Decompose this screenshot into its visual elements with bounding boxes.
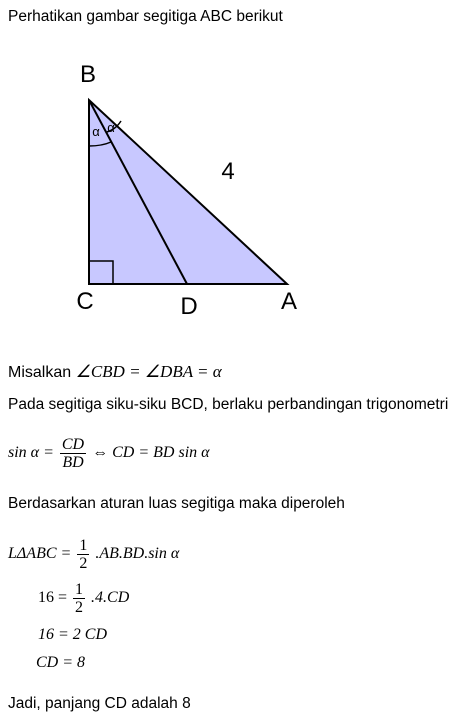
berdasarkan-text: Berdasarkan aturan luas segitiga maka diperoleh: [8, 495, 345, 512]
eq-cd: CD = 8: [36, 654, 86, 671]
misalkan-prefix: Misalkan: [8, 364, 72, 381]
eq-16b: 16 = 2 CD: [38, 626, 108, 643]
eq-sin-rhs: ⇔ CD = BD sin α: [92, 444, 210, 462]
eq-luas-lhs: LΔABC =: [8, 545, 72, 563]
eq-16a-lhs: 16 =: [38, 589, 68, 607]
label-d: D: [180, 293, 198, 320]
label-c: C: [76, 288, 94, 315]
eq-sin: [8, 436, 210, 471]
misalkan-line: [8, 362, 222, 382]
triangle-figure: [0, 0, 465, 330]
eq-16a-fraction: [73, 581, 85, 616]
label-b: B: [79, 61, 97, 88]
eq-sin-lhs: sin α =: [8, 444, 54, 462]
triangle-abc: [89, 100, 287, 284]
eq-16a: [38, 581, 129, 616]
label-side-ab: 4: [221, 158, 235, 185]
eq-luas-den: 2: [79, 555, 88, 572]
eq-luas-fraction: [77, 537, 89, 572]
eq-luas-num: 1: [79, 537, 88, 554]
label-a: A: [280, 288, 298, 315]
pada-text: Pada segitiga siku-siku BCD, berlaku perbandingan trigonometri: [8, 396, 449, 413]
eq-16a-num: 1: [75, 581, 84, 598]
label-alpha-1: α: [92, 124, 100, 139]
conclusion-text: Jadi, panjang CD adalah 8: [8, 695, 191, 712]
eq-sin-fraction: [60, 436, 86, 471]
eq-sin-den: BD: [62, 454, 84, 471]
eq-luas-rhs: .AB.BD.sin α: [95, 545, 180, 563]
label-alpha-2: α: [107, 120, 115, 135]
eq-16a-rhs: .4.CD: [91, 589, 130, 607]
intro-text: Perhatikan gambar segitiga ABC berikut: [8, 8, 283, 25]
misalkan-expr: ∠CBD = ∠DBA = α: [75, 362, 222, 381]
eq-luas: [8, 537, 179, 572]
eq-sin-num: CD: [61, 436, 85, 453]
eq-16a-den: 2: [75, 599, 84, 616]
